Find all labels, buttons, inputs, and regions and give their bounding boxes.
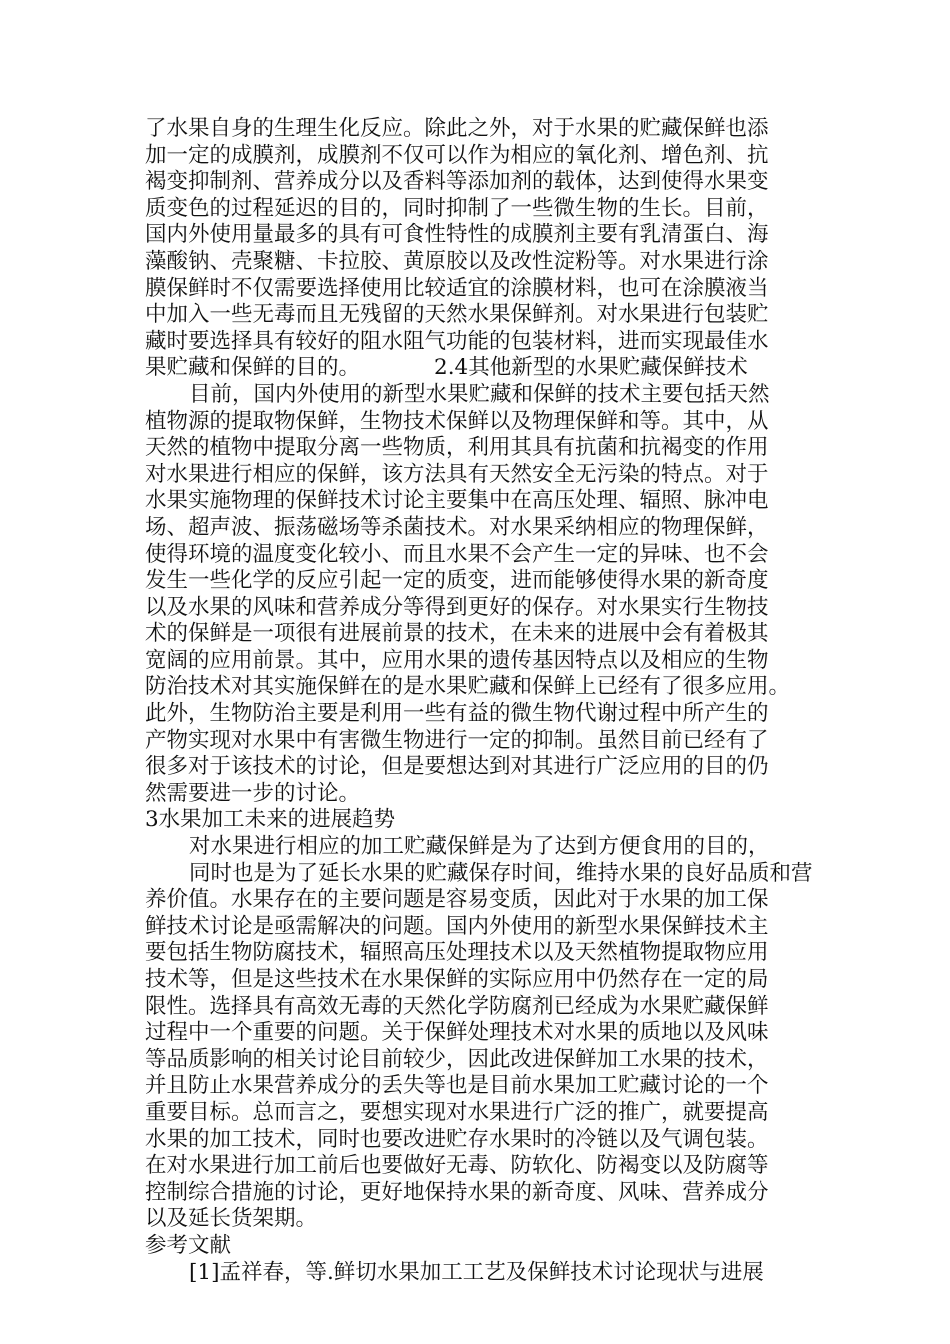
text-line: 然需要进一步的讨论。: [145, 780, 361, 806]
text-line: 限性。选择具有高效无毒的天然化学防腐剂已经成为水果贮藏保鲜: [145, 993, 769, 1019]
text-line: 藏时要选择具有较好的阻水阻气功能的包装材料，进而实现最佳水: [145, 328, 769, 354]
references-heading: [1]孟祥春，等.鲜切水果加工工艺及保鲜技术讨论现状与进展: [189, 1259, 764, 1285]
text-line: 使得环境的温度变化较小、而且水果不会产生一定的异味、也不会: [145, 541, 769, 567]
text-line: 以及水果的风味和营养成分等得到更好的保存。对水果实行生物技: [145, 594, 769, 620]
text-line: 藻酸钠、壳聚糖、卡拉胶、黄原胶以及改性淀粉等。对水果进行涂: [145, 248, 769, 274]
section-heading-2-4: 2.4其他新型的水果贮藏保鲜技术: [434, 355, 748, 381]
text-line: 天然的植物中提取分离一些物质，利用其具有抗菌和抗褐变的作用: [145, 435, 769, 461]
text-line: 以及延长货架期。: [145, 1206, 318, 1232]
text-line: 在对水果进行加工前后也要做好无毒、防软化、防褐变以及防腐等: [145, 1153, 769, 1179]
text-line: 鲜技术讨论是亟需解决的问题。国内外使用的新型水果保鲜技术主: [145, 913, 769, 939]
text-line: 发生一些化学的反应引起一定的质变，进而能够使得水果的新奇度: [145, 568, 769, 594]
text-line: 并且防止水果营养成分的丢失等也是目前水果加工贮藏讨论的一个: [145, 1073, 769, 1099]
text-line: 过程中一个重要的问题。关于保鲜处理技术对水果的质地以及风味: [145, 1020, 769, 1046]
text-line: 膜保鲜时不仅需要选择使用比较适宜的涂膜材料，也可在涂膜液当: [145, 275, 769, 301]
text-line: 技术等，但是这些技术在水果保鲜的实际应用中仍然存在一定的局: [145, 967, 769, 992]
text-line: 要包括生物防腐技术，辐照高压处理技术以及天然植物提取物应用: [145, 940, 769, 966]
text-line: 场、超声波、振荡磁场等杀菌技术。对水果采纳相应的物理保鲜，: [145, 514, 769, 540]
text-line: 养价值。水果存在的主要问题是容易变质，因此对于水果的加工保: [145, 887, 769, 913]
text-line: 3水果加工未来的进展趋势: [145, 807, 396, 833]
text-line: 了水果自身的生理生化反应。除此之外，对于水果的贮藏保鲜也添: [145, 116, 769, 141]
text-line: 加一定的成膜剂，成膜剂不仅可以作为相应的氧化剂、增色剂、抗: [145, 142, 769, 168]
text-line: 中加入一些无毒而且无残留的天然水果保鲜剂。对水果进行包装贮: [145, 302, 769, 328]
text-line: 产物实现对水果中有害微生物进行一定的抑制。虽然目前已经有了: [145, 727, 769, 753]
text-line: 国内外使用量最多的具有可食性特性的成膜剂主要有乳清蛋白、海: [145, 222, 769, 248]
text-line: 很多对于该技术的讨论，但是要想达到对其进行广泛应用的目的仍: [145, 754, 769, 780]
reference-item: [145, 1286, 810, 1313]
text-line: 植物源的提取物保鲜，生物技术保鲜以及物理保鲜和等。其中，从: [145, 408, 769, 434]
text-line: 对水果进行相应的保鲜，该方法具有天然安全无污染的特点。对于: [145, 461, 769, 487]
text-line: 质变色的过程延迟的目的，同时抑制了一些微生物的生长。目前，: [145, 195, 769, 221]
text-line: 同时也是为了延长水果的贮藏保存时间，维持水果的良好品质和营: [189, 860, 813, 886]
text-line: 宽阔的应用前景。其中，应用水果的遗传基因特点以及相应的生物: [145, 647, 769, 673]
text-line: 等品质影响的相关讨论目前较少，因此改进保鲜加工水果的技术，: [145, 1046, 769, 1072]
paragraph-end: 果贮藏和保鲜的目的。: [145, 355, 361, 381]
text-line: 水果实施物理的保鲜技术讨论主要集中在高压处理、辐照、脉冲电: [145, 488, 769, 514]
text-line: 此外，生物防治主要是利用一些有益的微生物代谢过程中所产生的: [145, 701, 769, 727]
text-line: 控制综合措施的讨论，更好地保持水果的新奇度、风味、营养成分: [145, 1179, 769, 1205]
text-line: 术的保鲜是一项很有进展前景的技术，在未来的进展中会有着极其: [145, 621, 769, 647]
text-line-with-heading: [145, 355, 810, 382]
text-line: 褐变抑制剂、营养成分以及香料等添加剂的载体，达到使得水果变: [145, 169, 769, 195]
text-line: 水果的加工技术，同时也要改进贮存水果时的冷链以及气调包装。: [145, 1126, 769, 1152]
section-heading-3: 对水果进行相应的加工贮藏保鲜是为了达到方便食用的目的，: [189, 834, 770, 860]
text-line: 重要目标。总而言之，要想实现对水果进行广泛的推广，就要提高: [145, 1099, 769, 1125]
document-page: [145, 116, 813, 1313]
text-line: 防治技术对其实施保鲜在的是水果贮藏和保鲜上已经有了很多应用。: [145, 674, 791, 700]
text-line: 参考文献: [145, 1232, 232, 1258]
text-line: 目前，国内外使用的新型水果贮藏和保鲜的技术主要包括天然: [189, 381, 770, 407]
